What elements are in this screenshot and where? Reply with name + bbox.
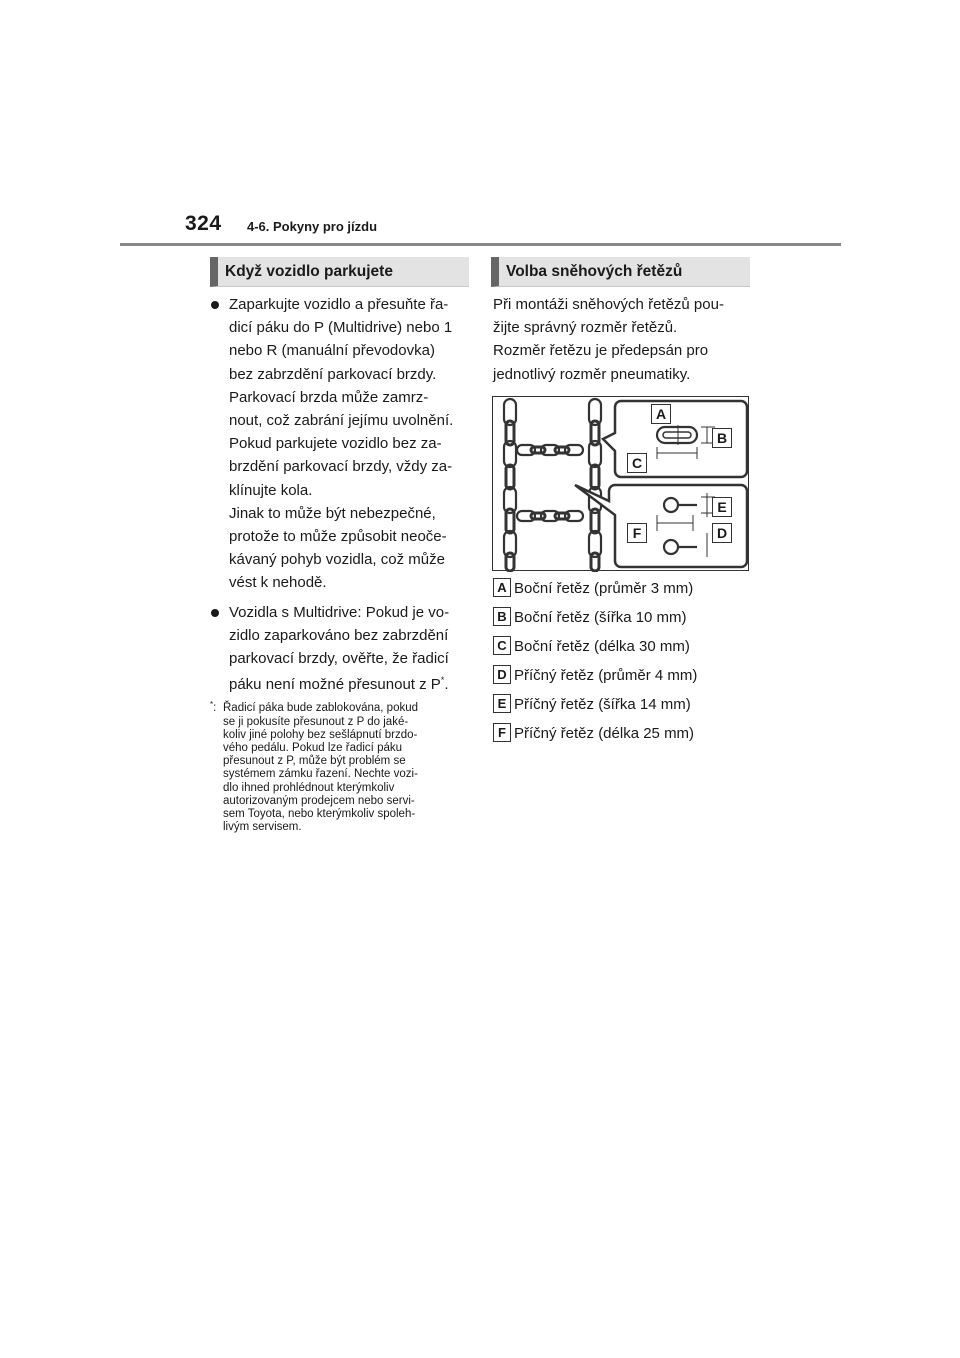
text-fragment: páku není možné přesunout z P [229,676,441,694]
text-line: dicí páku do P (Multidrive) nebo 1 [229,319,453,337]
footnote-line: autorizovaným prodejcem nebo servi- [223,794,415,807]
bullet-item [210,293,472,595]
text-line: žijte správný rozměr řetězů. [493,319,678,337]
text-line: zidlo zaparkováno bez zabrzdění [229,626,449,644]
text-line: Rozměr řetězu je předepsán pro [493,342,709,360]
text-line: nebo R (manuální převodovka) [229,342,435,360]
text-line: protože to může způsobit neoče- [229,528,447,546]
footnote-line: systémem zámku řazení. Nechte vozi- [223,768,418,781]
footnote-line: sem Toyota, nebo kterýmkoliv spoleh- [223,808,416,821]
legend-text: Boční řetěz (průměr 3 mm) [514,580,694,597]
legend-key: F [493,723,511,742]
legend-item [493,723,763,752]
figure-label-d: D [712,523,732,543]
text-line: Pokud parkujete vozidlo bez za- [229,435,442,453]
right-column-intro [493,293,755,386]
legend-key: B [493,607,511,626]
text-line: Zaparkujte vozidlo a přesuňte řa- [229,296,449,313]
legend-key: A [493,578,511,597]
chain-illustration [493,397,750,572]
page-header [185,212,685,242]
footnote-line: Řadicí páka bude zablokována, pokud [223,702,419,715]
heading-snow-chains: Volba sněhových řetězů [491,257,750,287]
text-line: bez zabrzdění parkovací brzdy. [229,365,437,383]
text-line: parkovací brzdy, ověřte, že řadicí [229,650,449,668]
legend-key: D [493,665,511,684]
figure-label-f: F [627,523,647,543]
legend-text: Příčný řetěz (průměr 4 mm) [514,667,698,684]
page-number: 324 [185,212,222,235]
footnote-mark [210,702,216,715]
legend-item [493,665,763,694]
text-line: brzdění parkovací brzdy, vždy za- [229,458,453,476]
text-fragment: . [444,676,449,694]
figure-label-b: B [712,428,732,448]
footnote-line: přesunout z P, může být problém se [223,755,406,768]
left-column [210,293,472,834]
bullet-item [210,601,472,697]
text-line [229,673,472,696]
bullet-icon [211,609,219,617]
legend-item [493,607,763,636]
text-line: klínujte kola. [229,481,313,499]
text-line: Vozidla s Multidrive: Pokud je vo- [229,603,450,621]
chain-legend [493,578,763,752]
legend-text: Příčný řetěz (šířka 14 mm) [514,696,691,713]
legend-key: E [493,694,511,713]
text-line: Parkovací brzda může zamrz- [229,388,429,406]
text-line: Jinak to může být nebezpečné, [229,504,436,522]
legend-key: C [493,636,511,655]
legend-item [493,578,763,607]
figure-label-a: A [651,404,671,424]
footnote-line: koliv jiné polohy bez sešlápnutí brzdo- [223,728,418,741]
text-line: vést k nehodě. [229,574,327,592]
text-line: Při montáži sněhových řetězů pou- [493,296,724,313]
legend-item [493,636,763,665]
figure-label-c: C [627,453,647,473]
text-line: jednotlivý rozměr pneumatiky. [493,365,691,383]
footnote-line: livým servisem. [223,821,302,834]
footnote [210,702,472,834]
footnote-ref: * [440,675,445,686]
footnote-line: se ji pokusíte přesunout z P do jaké- [223,715,409,728]
heading-parking: Když vozidlo parkujete [210,257,469,287]
figure-label-e: E [712,497,732,517]
header-rule [120,243,841,246]
bullet-icon [211,301,219,309]
text-line: kávaný pohyb vozidla, což může [229,551,445,569]
legend-text: Boční řetěz (šířka 10 mm) [514,609,687,626]
legend-text: Příčný řetěz (délka 25 mm) [514,725,695,742]
snow-chain-diagram [492,396,749,571]
footnote-asterisk: * [210,700,214,710]
footnote-line: vého pedálu. Pokud lze řadicí páku [223,742,403,755]
footnote-line: dlo ihned prohlédnout kterýmkoliv [223,781,395,794]
footnote-colon: : [213,702,217,715]
legend-item [493,694,763,723]
legend-text: Boční řetěz (délka 30 mm) [514,638,690,655]
section-title: 4-6. Pokyny pro jízdu [247,219,378,234]
text-line: nout, což zabrání jejímu uvolnění. [229,412,454,430]
